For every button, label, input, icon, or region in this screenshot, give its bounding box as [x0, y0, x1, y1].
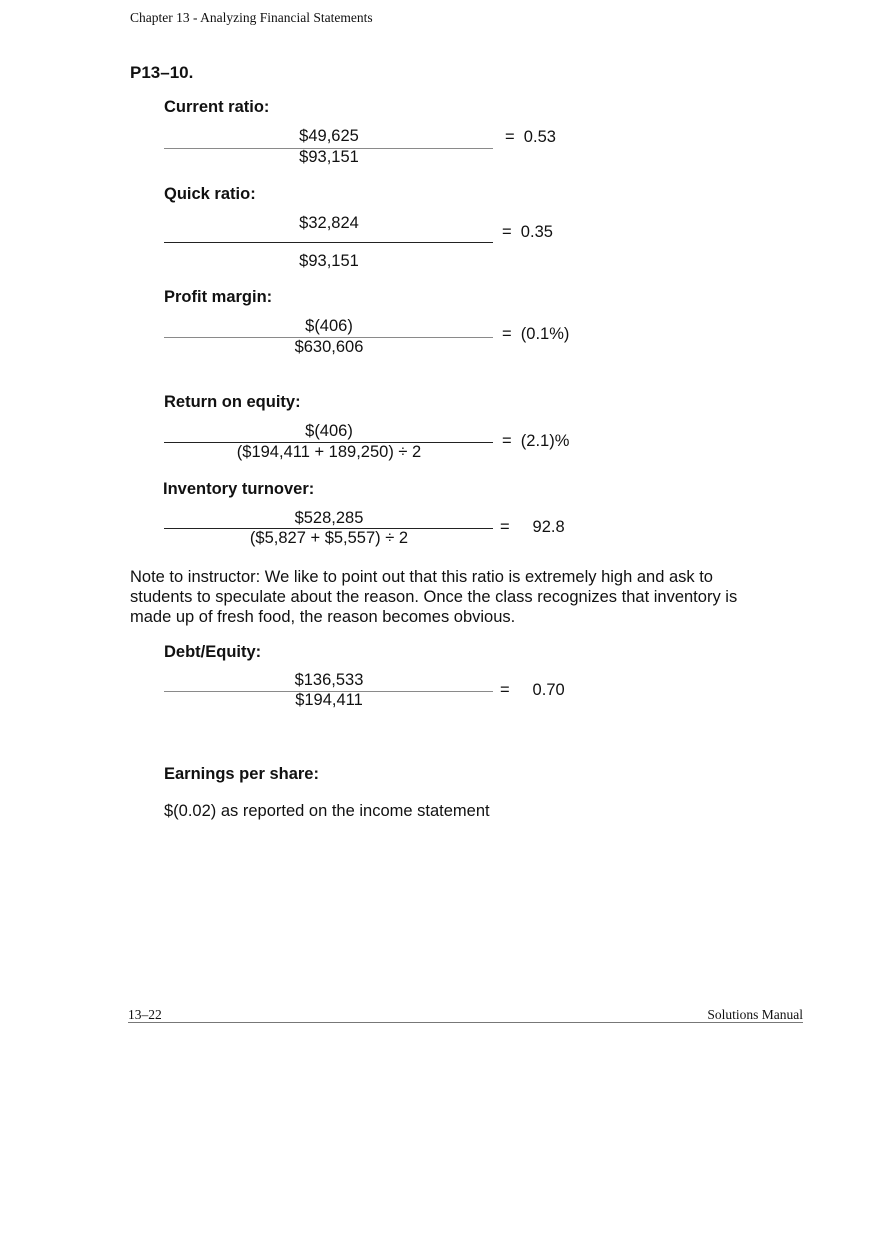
running-header: Chapter 13 - Analyzing Financial Statements — [130, 10, 373, 25]
debt-equity-numerator: $136,533 — [294, 671, 364, 689]
quick-ratio-numerator: $32,824 — [299, 214, 359, 232]
inventory-turnover-heading: Inventory turnover: — [163, 480, 315, 498]
profit-margin-denominator: $630,606 — [294, 338, 364, 356]
quick-ratio-result: = 0.35 — [502, 223, 553, 241]
current-ratio-heading: Current ratio: — [164, 98, 270, 116]
profit-margin-result: = (0.1%) — [502, 325, 570, 343]
footer-book-title: Solutions Manual — [707, 1007, 803, 1022]
profit-margin-numerator: $(406) — [305, 317, 353, 335]
page-number: 13–22 — [128, 1007, 162, 1022]
return-on-equity-numerator: $(406) — [305, 422, 353, 440]
problem-id: P13–10. — [130, 63, 194, 82]
inventory-turnover-denominator: ($5,827 + $5,557) ÷ 2 — [249, 529, 409, 547]
return-on-equity-denominator: ($194,411 + 189,250) ÷ 2 — [236, 443, 422, 461]
inventory-turnover-numerator: $528,285 — [294, 509, 364, 527]
current-ratio-numerator: $49,625 — [299, 127, 359, 145]
debt-equity-result: = 0.70 — [500, 681, 565, 699]
eps-text: $(0.02) as reported on the income statement — [164, 802, 490, 820]
quick-ratio-fraction-bar — [164, 242, 493, 243]
return-on-equity-result: = (2.1)% — [502, 432, 570, 450]
quick-ratio-denominator: $93,151 — [299, 252, 359, 270]
instructor-note: Note to instructor: We like to point out that this ratio is extremely high and ask to students to speculate about the reason. Once the class recognizes that inventory is made up of fresh food, the reason becomes obvious. — [130, 568, 738, 626]
current-ratio-denominator: $93,151 — [299, 148, 359, 166]
profit-margin-heading: Profit margin: — [164, 288, 273, 306]
current-ratio-result: = 0.53 — [505, 128, 556, 146]
debt-equity-heading: Debt/Equity: — [164, 643, 262, 661]
quick-ratio-heading: Quick ratio: — [164, 185, 256, 203]
footer-rule — [128, 1022, 803, 1023]
eps-heading: Earnings per share: — [164, 765, 319, 783]
return-on-equity-heading: Return on equity: — [164, 393, 301, 411]
inventory-turnover-result: = 92.8 — [500, 518, 565, 536]
debt-equity-denominator: $194,411 — [295, 691, 363, 709]
